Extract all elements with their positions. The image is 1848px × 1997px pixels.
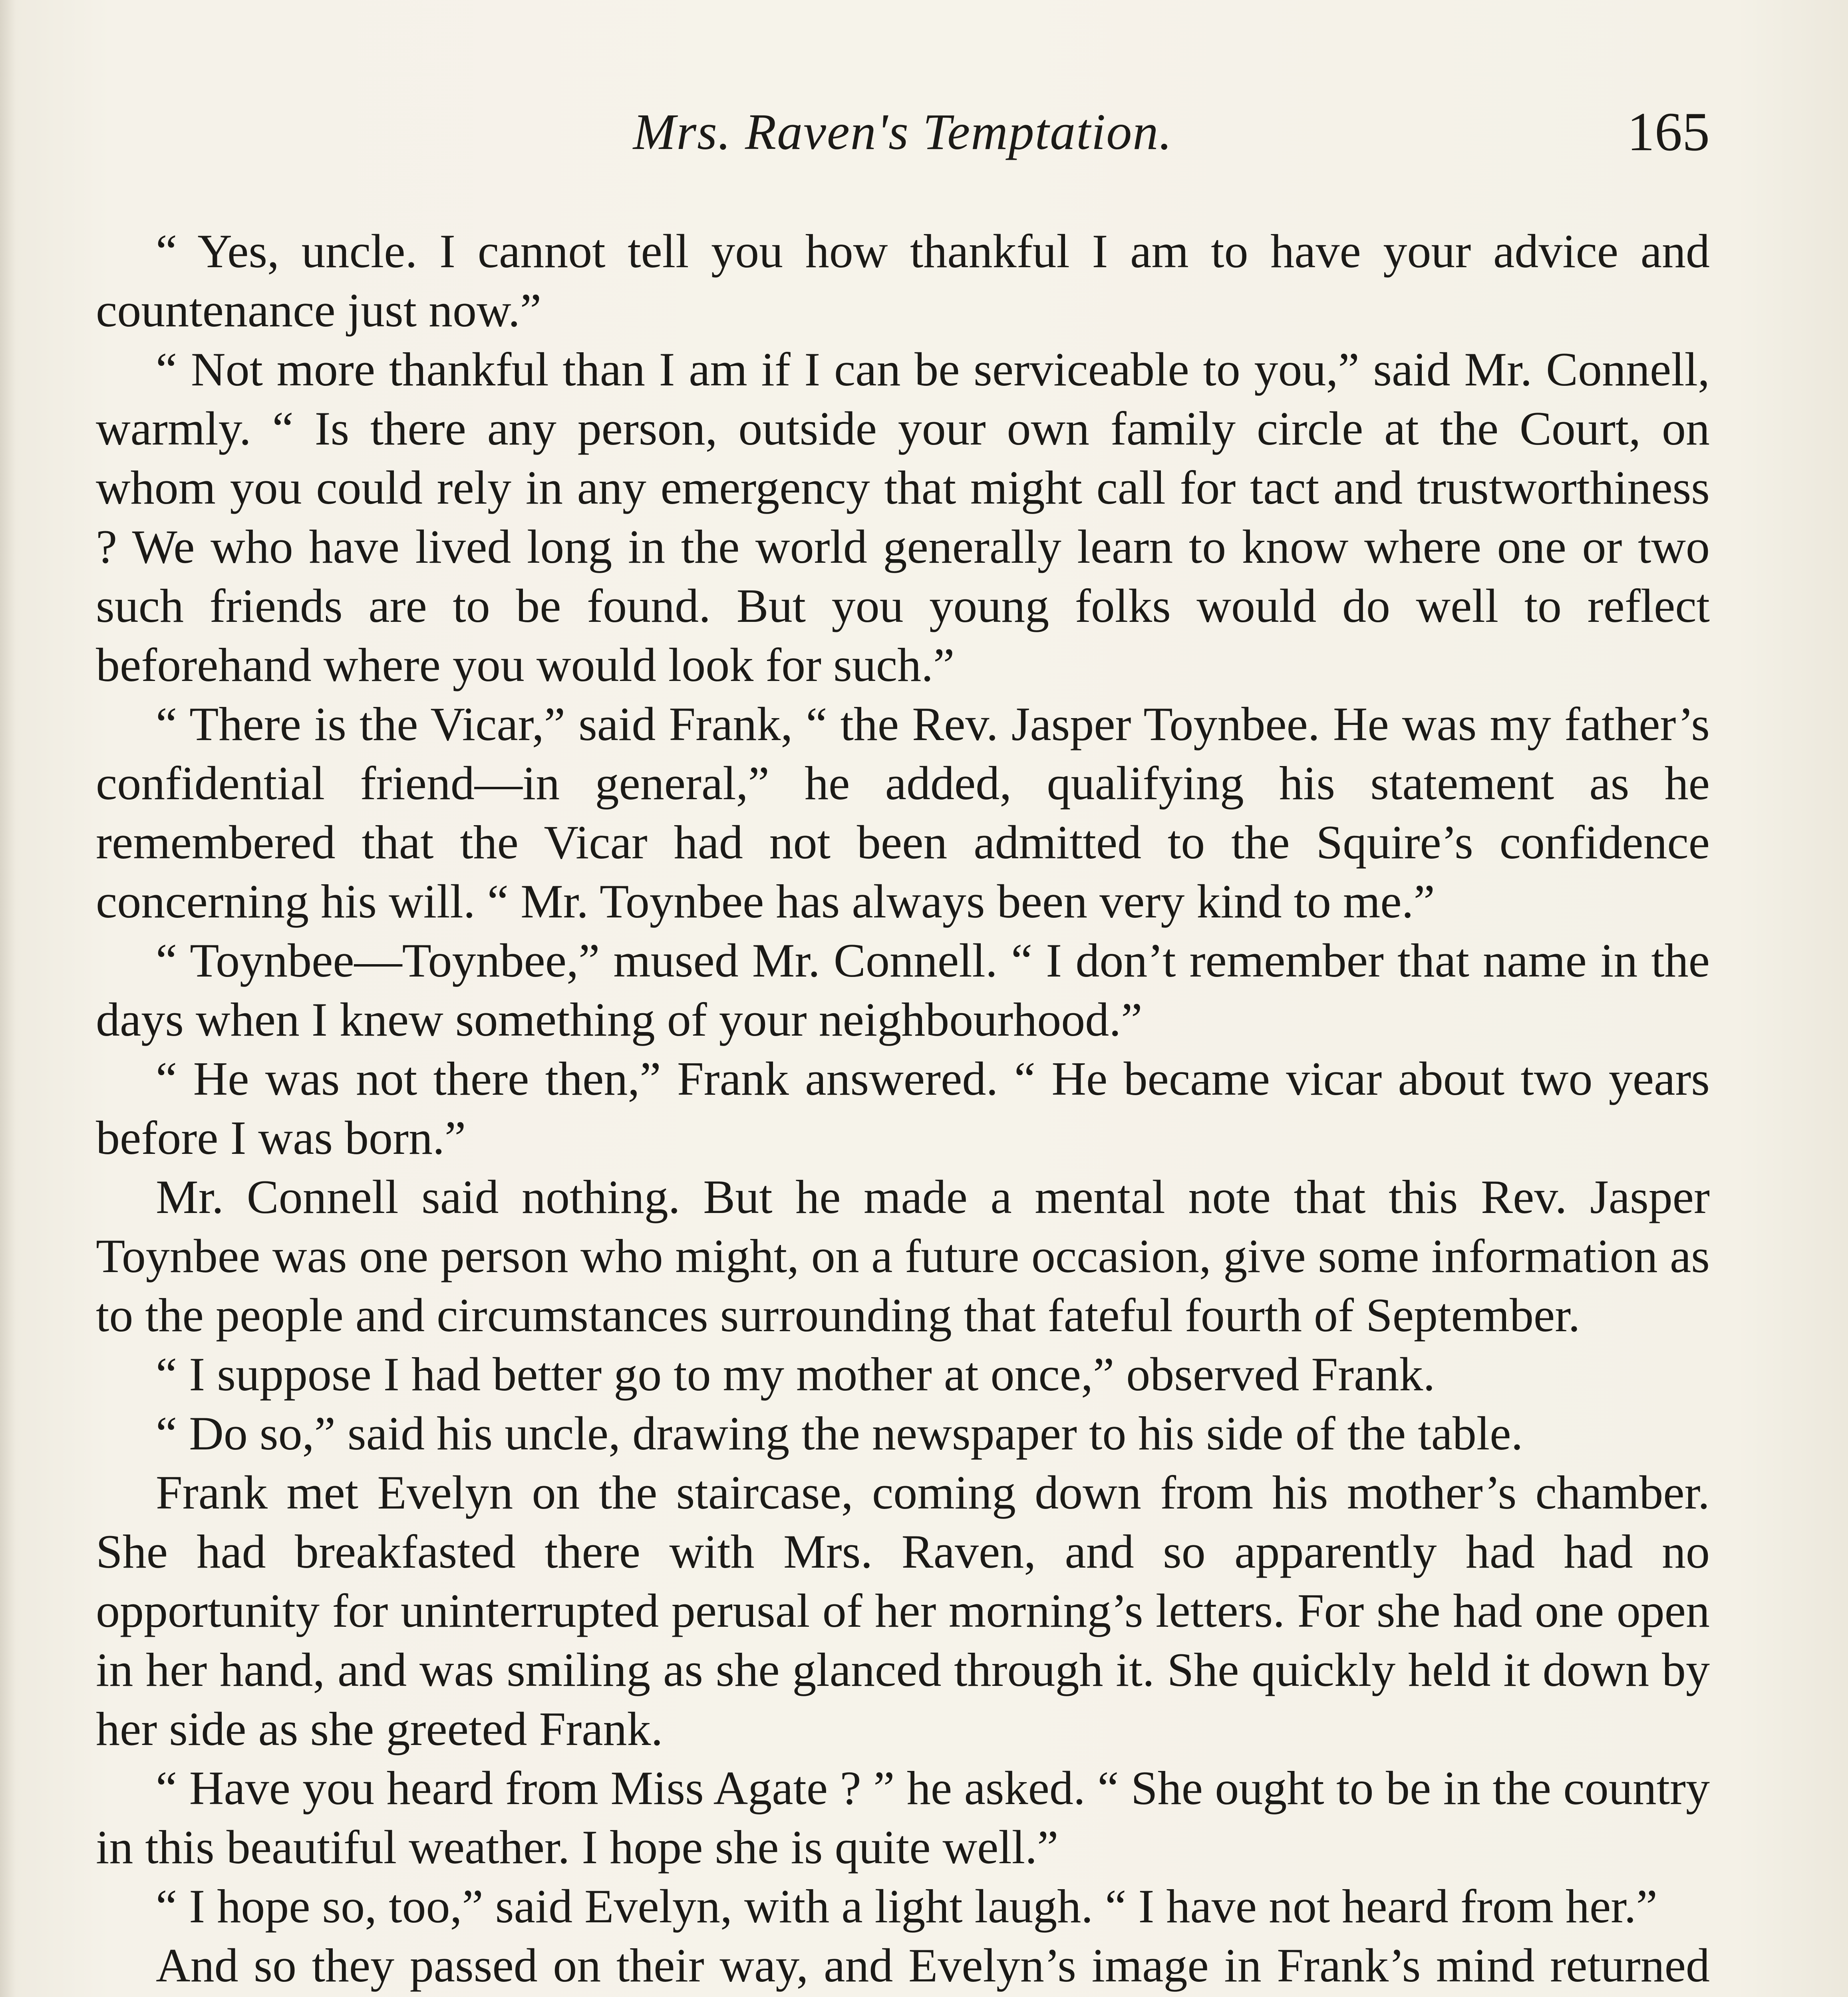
body-text — [96, 222, 1710, 1997]
paragraph: “ Toynbee—Toynbee,” mused Mr. Connell. “ I don’t remember that name in the days when I knew something of your neighbourhood.” — [96, 934, 1710, 1046]
paragraph: And so they passed on their way, and Evelyn’s image in Frank’s mind returned — [156, 1939, 1710, 1992]
running-head — [96, 100, 1710, 164]
page-number: 165 — [1627, 101, 1710, 162]
paragraph: “ I hope so, too,” said Evelyn, with a light laugh. “ I have not heard from her.” — [156, 1880, 1657, 1933]
paragraph: “ He was not there then,” Frank answered. “ He became vicar about two years before I was born.” — [96, 1052, 1710, 1164]
paragraph: Frank met Evelyn on the staircase, coming down from his mother’s chamber. She had breakfasted there with Mrs. Raven, and so apparently had had no opportunity for uninterrupted perusal of her morning’s letters. For she had one open in her hand, and was smiling as she glanced through it. She quickly held it down by her side as she greeted Frank. — [96, 1466, 1710, 1755]
paragraph: “ Not more thankful than I am if I can be serviceable to you,” said Mr. Connell, warmly. “ Is there any person, outside your own family circle at the Court, on whom you could rely in any emergency that might call for tact and trustworthiness ? We who have lived long in the world generally learn to know where one or two such friends are to be found. But you young folks would do well to reflect beforehand where you would look for such.” — [96, 343, 1710, 691]
paragraph: “ Yes, uncle. I cannot tell you how thankful I am to have your advice and countenance just now.” — [96, 224, 1710, 337]
running-title: Mrs. Raven's Temptation. — [633, 103, 1173, 160]
paragraph: “ Do so,” said his uncle, drawing the newspaper to his side of the table. — [156, 1407, 1523, 1460]
paragraph: “ There is the Vicar,” said Frank, “ the Rev. Jasper Toynbee. He was my father’s confidential friend—in general,” he added, qualifying his statement as he remembered that the Vicar had not been admitted to the Squire’s confidence concerning his will. “ Mr. Toynbee has always been very kind to me.” — [96, 697, 1710, 928]
page-edge-shadow — [0, 0, 16, 1997]
paragraph: “ I suppose I had better go to my mother at once,” observed Frank. — [156, 1348, 1435, 1401]
paragraph: “ Have you heard from Miss Agate ? ” he asked. “ She ought to be in the country in this beautiful weather. I hope she is quite well.” — [96, 1761, 1710, 1874]
paragraph: Mr. Connell said nothing. But he made a mental note that this Rev. Jasper Toynbee was one person who might, on a future occasion, give some information as to the people and circumstances surrounding that fateful fourth of September. — [96, 1170, 1710, 1342]
